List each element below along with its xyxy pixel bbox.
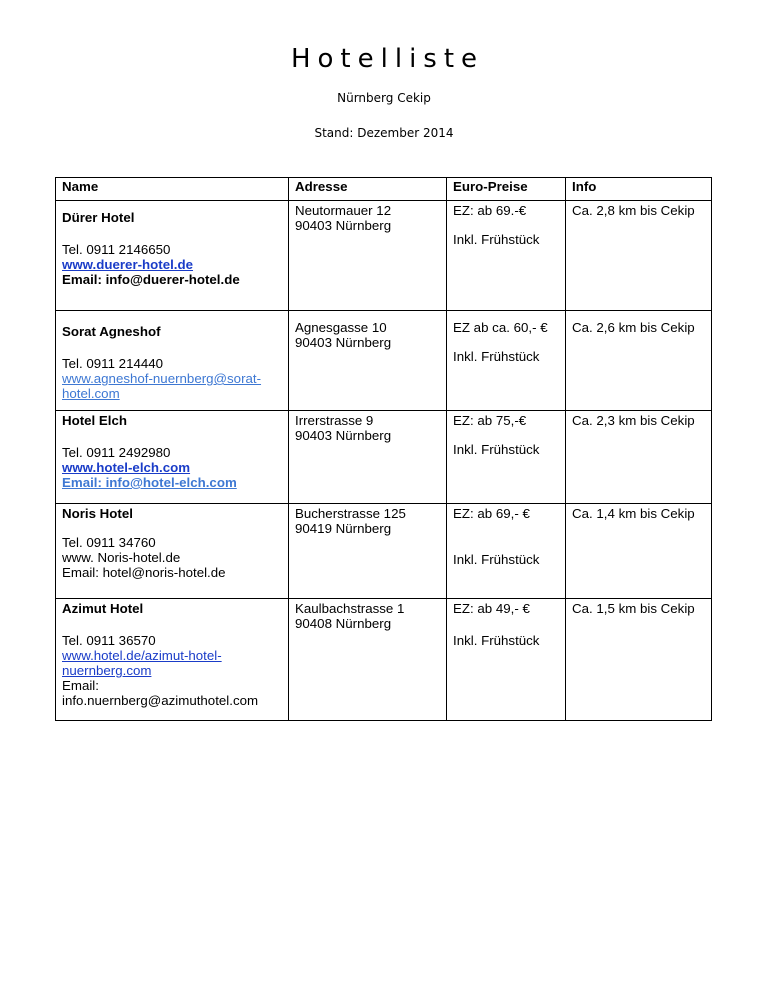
- hotel-name: Sorat Agneshof: [62, 324, 161, 339]
- hotel-name-cell: [56, 311, 289, 411]
- hotel-price: EZ ab ca. 60,- €: [453, 320, 548, 335]
- hotel-phone: Tel. 0911 214440: [62, 356, 164, 371]
- column-header-prices: Euro-Preise: [447, 178, 566, 201]
- hotel-address-cell: [289, 201, 447, 311]
- hotel-street: Irrerstrasse 9: [295, 413, 374, 428]
- hotel-breakfast: Inkl. Frühstück: [453, 349, 540, 364]
- hotel-phone: Tel. 0911 2492980: [62, 445, 171, 460]
- hotel-name-cell: [56, 599, 289, 721]
- hotel-price-cell: [447, 599, 566, 721]
- hotel-city: 90403 Nürnberg: [295, 218, 392, 233]
- hotel-street: Bucherstrasse 125: [295, 506, 406, 521]
- hotel-address-cell: [289, 599, 447, 721]
- hotel-phone: Tel. 0911 36570: [62, 633, 156, 648]
- hotel-address-cell: [289, 411, 447, 504]
- hotel-website-link-continued[interactable]: nuernberg.com: [62, 663, 152, 678]
- hotel-email: Email: info@duerer-hotel.de: [62, 272, 240, 287]
- hotel-address-cell: [289, 311, 447, 411]
- hotel-distance: Ca. 1,5 km bis Cekip: [572, 601, 695, 616]
- hotel-price-cell: [447, 201, 566, 311]
- hotel-website-link[interactable]: www.duerer-hotel.de: [62, 257, 194, 272]
- hotel-distance: Ca. 2,6 km bis Cekip: [572, 320, 695, 335]
- hotel-website-link[interactable]: www.agneshof-nuernberg@sorat-: [62, 371, 262, 386]
- hotel-city: 90403 Nürnberg: [295, 428, 392, 443]
- hotel-email: Email: hotel@noris-hotel.de: [62, 565, 226, 580]
- hotel-info-cell: [566, 411, 712, 504]
- hotel-price: EZ: ab 49,- €: [453, 601, 530, 616]
- hotel-distance: Ca. 1,4 km bis Cekip: [572, 506, 695, 521]
- hotel-price-cell: [447, 504, 566, 599]
- hotel-name: Noris Hotel: [62, 506, 133, 521]
- hotel-website-link[interactable]: www.hotel.de/azimut-hotel-: [62, 648, 222, 663]
- hotel-price: EZ: ab 69,- €: [453, 506, 530, 521]
- hotel-street: Neutormauer 12: [295, 203, 392, 218]
- hotel-city: 90403 Nürnberg: [295, 335, 392, 350]
- hotel-phone: Tel. 0911 34760: [62, 535, 156, 550]
- hotel-name-cell: [56, 504, 289, 599]
- hotel-city: 90419 Nürnberg: [295, 521, 392, 536]
- hotel-breakfast: Inkl. Frühstück: [453, 552, 540, 567]
- hotel-price: EZ: ab 75,-€: [453, 413, 527, 428]
- table-row: [56, 201, 712, 311]
- column-header-address: Adresse: [289, 178, 447, 201]
- hotel-website-link[interactable]: www.hotel-elch.com: [62, 460, 191, 475]
- hotel-street: Agnesgasse 10: [295, 320, 387, 335]
- hotel-breakfast: Inkl. Frühstück: [453, 442, 540, 457]
- hotel-table: [55, 177, 712, 721]
- hotel-phone: Tel. 0911 2146650: [62, 242, 171, 257]
- hotel-name: Azimut Hotel: [62, 601, 144, 616]
- hotel-name: Hotel Elch: [62, 413, 128, 428]
- hotel-name: Dürer Hotel: [62, 210, 135, 225]
- hotel-price-cell: [447, 411, 566, 504]
- hotel-website-link-continued[interactable]: hotel.com: [62, 386, 120, 401]
- hotel-website: www. Noris-hotel.de: [62, 550, 181, 565]
- date-stamp: Stand: Dezember 2014: [314, 126, 454, 140]
- hotel-distance: Ca. 2,3 km bis Cekip: [572, 413, 695, 428]
- column-header-info: Info: [566, 178, 712, 201]
- table-header-row: [56, 178, 712, 201]
- hotel-email: info.nuernberg@azimuthotel.com: [62, 693, 259, 708]
- column-header-name: Name: [56, 178, 289, 201]
- hotel-email-label: Email:: [62, 678, 99, 693]
- hotel-name-cell: [56, 411, 289, 504]
- hotel-price: EZ: ab 69.-€: [453, 203, 527, 218]
- table-row: [56, 504, 712, 599]
- table-row: [56, 599, 712, 721]
- hotel-city: 90408 Nürnberg: [295, 616, 392, 631]
- hotel-breakfast: Inkl. Frühstück: [453, 633, 540, 648]
- table-row: [56, 311, 712, 411]
- hotel-price-cell: [447, 311, 566, 411]
- hotel-breakfast: Inkl. Frühstück: [453, 232, 540, 247]
- page-subtitle: Nürnberg Cekip: [337, 91, 431, 105]
- hotel-address-cell: [289, 504, 447, 599]
- hotel-street: Kaulbachstrasse 1: [295, 601, 405, 616]
- page-title: Hotelliste: [290, 44, 485, 74]
- hotel-info-cell: [566, 504, 712, 599]
- hotel-info-cell: [566, 311, 712, 411]
- hotel-info-cell: [566, 201, 712, 311]
- hotel-info-cell: [566, 599, 712, 721]
- table-row: [56, 411, 712, 504]
- hotel-name-cell: [56, 201, 289, 311]
- hotel-email-link[interactable]: Email: info@hotel-elch.com: [62, 475, 237, 490]
- hotel-distance: Ca. 2,8 km bis Cekip: [572, 203, 695, 218]
